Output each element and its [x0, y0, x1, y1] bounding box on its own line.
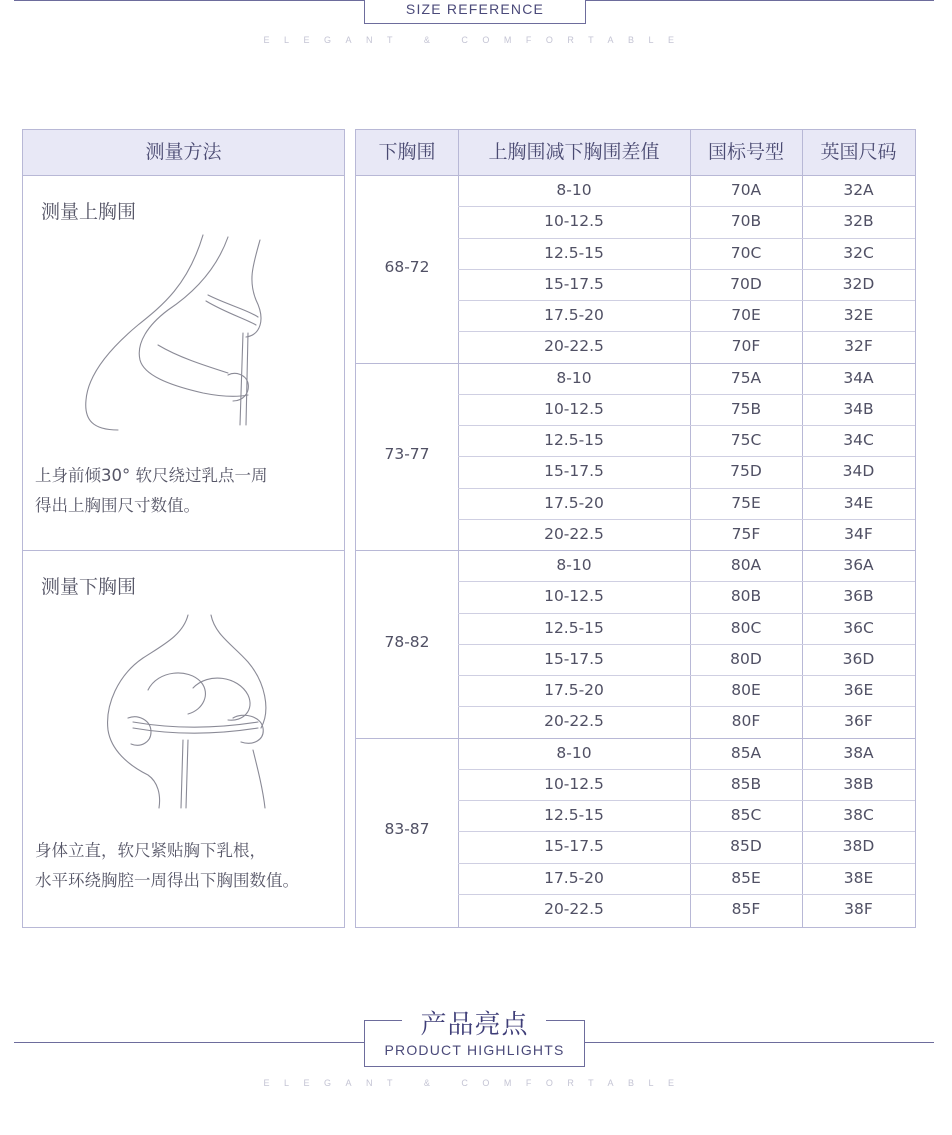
difference-cell: 17.5-20 [544, 306, 604, 324]
underbust-range: 73-77 [384, 445, 430, 464]
upper-bust-desc-line2: 得出上胸围尺寸数值。 [35, 496, 200, 515]
size-table-header [356, 130, 915, 176]
uk-size-cell: 36B [843, 587, 874, 606]
uk-size-cell: 36E [843, 681, 874, 699]
lower-fig-waist [253, 750, 265, 808]
upper-bust-desc-line1: 上身前倾30° 软尺绕过乳点一周 [35, 466, 268, 485]
cn-size-cell: 80D [730, 649, 762, 668]
difference-cell: 10-12.5 [544, 587, 604, 606]
cn-size-cell: 85A [730, 743, 762, 762]
difference-cell: 10-12.5 [544, 399, 604, 418]
uk-size-cell: 32C [843, 243, 874, 262]
cn-size-cell: 80E [731, 681, 761, 699]
difference-cell: 10-12.5 [544, 774, 604, 793]
highlights-rule-right [584, 1042, 934, 1043]
cn-size-cell: 80C [730, 618, 762, 637]
difference-cell: 12.5-15 [544, 243, 604, 262]
upper-bust-title: 测量上胸围 [41, 201, 137, 223]
upper-bust-desc [35, 461, 268, 521]
uk-size-cell: 32A [843, 181, 874, 199]
uk-size-cell: 34F [844, 524, 873, 543]
measure-panel [22, 129, 345, 928]
uk-size-cell: 34D [842, 462, 875, 481]
difference-cell: 12.5-15 [544, 618, 604, 637]
upper-bust-illustration [78, 225, 278, 435]
cn-size-cell: 85E [731, 868, 761, 887]
cn-size-cell: 70F [731, 337, 761, 356]
col-header-difference: 上胸围减下胸围差值 [488, 141, 660, 163]
size-reference-rule-left [14, 0, 364, 1]
col-header-underbust: 下胸围 [378, 141, 436, 163]
underbust-range: 78-82 [384, 632, 430, 651]
underbust-range: 83-87 [384, 820, 430, 839]
cn-size-cell: 70C [730, 243, 762, 262]
difference-cell: 8-10 [556, 743, 592, 762]
highlights-title-en: PRODUCT HIGHLIGHTS [384, 1042, 565, 1058]
underbust-range: 68-72 [384, 257, 430, 276]
cn-size-cell: 80A [730, 556, 762, 574]
difference-cell: 15-17.5 [544, 837, 604, 856]
measure-heading: 测量方法 [23, 130, 344, 176]
highlights-rule-left [14, 1042, 364, 1043]
difference-cell: 20-22.5 [544, 712, 604, 731]
uk-size-cell: 32E [843, 306, 874, 324]
size-reference-text: SIZE REFERENCE [405, 1, 545, 17]
lower-fig-tape [133, 722, 258, 733]
difference-cell: 12.5-15 [544, 806, 604, 824]
lower-fig-breast-left [148, 673, 205, 714]
cn-size-cell: 85D [730, 837, 762, 856]
uk-size-cell: 36F [844, 712, 873, 731]
uk-size-cell: 34E [843, 493, 874, 512]
cn-size-cell: 75E [731, 493, 761, 512]
cn-size-cell: 70A [730, 181, 762, 199]
cn-size-cell: 75C [730, 431, 762, 449]
tagline-top: ELEGANT & COMFORTABLE [263, 35, 689, 45]
uk-size-cell: 34C [843, 431, 874, 449]
difference-cell: 15-17.5 [544, 462, 604, 481]
uk-size-cell: 32F [844, 337, 873, 356]
lower-bust-illustration [93, 610, 283, 810]
lower-bust-desc-line1: 身体立直，软尺紧贴胸下乳根， [35, 841, 266, 860]
uk-size-cell: 38B [843, 774, 874, 793]
tagline-bottom: ELEGANT & COMFORTABLE [263, 1078, 689, 1088]
difference-cell: 20-22.5 [544, 337, 604, 356]
cn-size-cell: 75B [730, 399, 762, 418]
lower-fig-hand-left [128, 717, 151, 745]
lower-bust-desc [35, 836, 299, 896]
difference-cell: 8-10 [556, 181, 592, 199]
cn-size-cell: 80B [730, 587, 762, 606]
lower-bust-title: 测量下胸围 [41, 576, 137, 598]
lower-fig-left-side [108, 615, 188, 808]
upper-fig-hand [228, 373, 248, 401]
upper-fig-arm-inner [158, 345, 228, 373]
uk-size-cell: 36A [843, 556, 874, 574]
uk-size-cell: 38E [843, 868, 874, 887]
lower-fig-breast-right [193, 678, 250, 720]
difference-cell: 17.5-20 [544, 493, 604, 512]
cn-size-cell: 85C [730, 806, 762, 824]
cn-size-cell: 75F [731, 524, 761, 543]
lower-fig-right-side [211, 615, 266, 728]
difference-cell: 17.5-20 [544, 681, 604, 699]
difference-cell: 15-17.5 [544, 649, 604, 668]
size-reference-title [364, 0, 586, 24]
difference-cell: 8-10 [556, 556, 592, 574]
size-reference-rule-right [584, 0, 934, 1]
difference-cell: 15-17.5 [544, 274, 604, 293]
uk-size-cell: 34B [843, 399, 874, 418]
upper-fig-back [86, 235, 203, 430]
uk-size-cell: 32B [843, 212, 874, 231]
uk-size-cell: 38F [844, 899, 873, 918]
cn-size-cell: 70D [730, 274, 762, 293]
difference-cell: 8-10 [556, 368, 592, 387]
size-table [355, 129, 916, 928]
uk-size-cell: 38A [843, 743, 874, 762]
uk-size-cell: 34A [843, 368, 874, 387]
difference-cell: 10-12.5 [544, 212, 604, 231]
cn-size-cell: 75D [730, 462, 762, 481]
col-header-cn-size: 国标号型 [707, 141, 784, 163]
cn-size-cell: 70B [730, 212, 762, 231]
uk-size-cell: 36D [842, 649, 875, 668]
uk-size-cell: 38D [842, 837, 875, 856]
uk-size-cell: 36C [843, 618, 874, 637]
upper-fig-tape [206, 295, 258, 325]
measure-divider [23, 550, 344, 551]
cn-size-cell: 70E [731, 306, 761, 324]
uk-size-cell: 32D [842, 274, 875, 293]
cn-size-cell: 85B [730, 774, 762, 793]
col-header-uk-size: 英国尺码 [820, 141, 897, 163]
upper-fig-chest [246, 240, 261, 337]
cn-size-cell: 80F [731, 712, 761, 731]
difference-cell: 17.5-20 [544, 868, 604, 887]
cn-size-cell: 75A [730, 368, 762, 387]
difference-cell: 20-22.5 [544, 524, 604, 543]
difference-cell: 12.5-15 [544, 431, 604, 449]
lower-fig-tape-hang [181, 740, 188, 808]
cn-size-cell: 85F [731, 899, 761, 918]
difference-cell: 20-22.5 [544, 899, 604, 918]
uk-size-cell: 38C [843, 806, 874, 824]
highlights-title-cn: 产品亮点 [420, 1010, 529, 1040]
lower-bust-desc-line2: 水平环绕胸腔一周得出下胸围数值。 [35, 871, 299, 890]
